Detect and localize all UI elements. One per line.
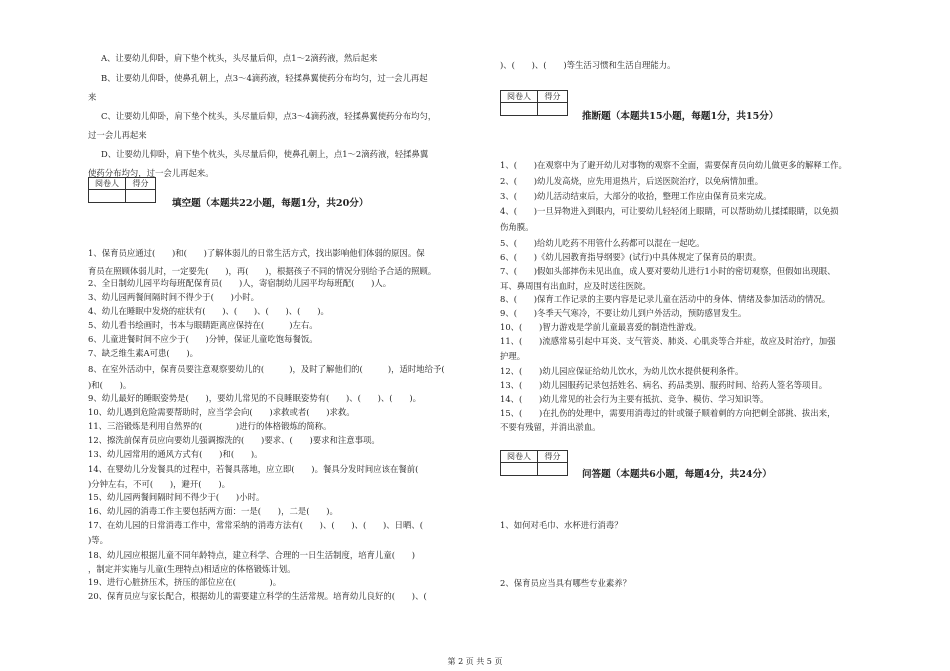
- fill-line: 育员在照顾体弱儿时，一定要先( )，再( )，根据孩子不同的情况分别给予合适的照顾。: [88, 266, 437, 276]
- judge-line: 8、( )保育工作记录的主要内容是记录儿童在活动中的身体、情绪及参加活动的情况。: [500, 294, 831, 304]
- score-box: [88, 177, 156, 203]
- fill-line: 18、幼儿园应根据儿童不同年龄特点，建立科学、合理的一日生活制度，培育儿童( ): [88, 550, 416, 560]
- score-box: [500, 450, 568, 476]
- fill-line: )等。: [88, 535, 109, 545]
- judge-line: 护理。: [500, 351, 526, 361]
- judge-line: 4、( )一旦异物进入到眼内，可让要幼儿轻轻闭上眼睛，可以帮助幼儿揉揉眼睛，以免损: [500, 206, 839, 216]
- judge-line: 不要有残留，并消出淤血。: [500, 422, 601, 432]
- score-label: 得分: [538, 451, 567, 463]
- judge-line: 3、( )幼儿活动结束后，大部分的收拾，整理工作应由保育员来完成。: [500, 191, 772, 201]
- option-c: C、让要幼儿仰卧，肩下垫个枕头，头尽量后仰，点3～4滴药液，轻揉鼻翼使药分布均匀，: [101, 111, 437, 121]
- fill-line: 6、儿童进餐时间不应少于( )分钟，保证儿童吃饱每餐饭。: [88, 334, 318, 344]
- fill-line: 10、幼儿遇到危险需要帮助时，应当学会向( )求救或者( )求救。: [88, 407, 355, 417]
- fill-line: 9、幼儿最好的睡眠姿势是( )，要幼儿常见的不良睡眠姿势有( )、( )、( )。: [88, 393, 421, 403]
- judge-line: 2、( )幼儿发高烧，应先用退热片，后送医院治疗，以免病情加重。: [500, 176, 764, 186]
- fill-line: 8、在室外活动中，保育员要注意观察要幼儿的( )，及时了解他们的( )，适时地给予(: [88, 364, 445, 374]
- fill-line: )和( )。: [88, 380, 132, 390]
- judge-line: 10、( )智力游戏是学前儿童最喜爱的制造性游戏。: [500, 322, 702, 332]
- score-label: 得分: [126, 178, 155, 190]
- judge-line: 5、( )给幼儿吃药不用管什么药都可以混在一起吃。: [500, 238, 705, 248]
- fill-line: 19、进行心脏挤压术，挤压的部位应在( )。: [88, 577, 282, 587]
- reviewer-label: 阅卷人: [501, 451, 538, 463]
- judge-line: 14、( )幼儿常见的社会行为主要有抵抗、竞争、模仿、学习知识等。: [500, 394, 769, 404]
- judge-line: 1、( )在观察中为了避开幼儿对事物的观察不全面，需要保育员向幼儿做更多的解释工作。: [500, 160, 847, 170]
- fill-line: 12、擦洗前保育员应向要幼儿强调擦洗的( )要求、( )要求和注意事项。: [88, 435, 380, 445]
- option-a: A、让要幼儿仰卧，肩下垫个枕头，头尽量后仰，点1～2滴药液，然后起来: [101, 53, 378, 63]
- judge-line: 9、( )冬季天气寒冷，不要让幼儿到户外活动，预防感冒发生。: [500, 308, 747, 318]
- option-b: B、让要幼儿仰卧，使鼻孔朝上，点3～4滴药液，轻揉鼻翼使药分布均匀，过一会儿再起: [101, 73, 428, 83]
- judge-line: 伤角膜。: [500, 222, 534, 232]
- judge-line: 12、( )幼儿园应保证给幼儿饮水，为幼儿饮水提供便利条件。: [500, 366, 744, 376]
- option-c-cont: 过一会儿再起来: [88, 130, 147, 140]
- fill-line: 1、保育员应通过( )和( )了解体弱儿的日常生活方式，找出影响他们体弱的原因。保: [88, 248, 425, 258]
- fill-line: 4、幼儿在睡眠中发烧的症状有( )、( )、( )、( )。: [88, 306, 329, 316]
- judge-line: 7、( )假如头部摔伤未见出血，成人要对要幼儿进行1小时的密切观察，但假如出现眼、: [500, 266, 836, 276]
- judge-line: 耳、鼻周围有出血时，应及时送往医院。: [500, 281, 651, 291]
- qa-question-2: 2、保育员应当具有哪些专业素养？: [500, 578, 631, 588]
- fill-line: 15、幼儿园两餐间隔时间不得少于( )小时。: [88, 492, 265, 502]
- fill-line: 2、全日制幼儿园平均每班配保育员( )人，寄宿制幼儿园平均每班配( )人。: [88, 278, 392, 288]
- judge-line: 6、( )《幼儿园教育指导纲要》(试行)中具体规定了保育员的职责。: [500, 252, 762, 262]
- fill-line: 3、幼儿园两餐间隔时间不得少于( )小时。: [88, 292, 259, 302]
- fill-line: 7、缺乏维生素A可患( )。: [88, 348, 199, 358]
- judge-line: 15、( )在扎伤的处理中，需要用消毒过的针或镊子顺着刺的方向把刺全部挑、拔出来，: [500, 408, 836, 418]
- fill-line: 16、幼儿园的消毒工作主要包括两方面：一是( )，二是( )。: [88, 506, 338, 516]
- option-d: D、让要幼儿仰卧，肩下垫个枕头，头尽量后仰，使鼻孔朝上，点1～2滴药液，轻揉鼻翼: [101, 149, 429, 159]
- reviewer-label: 阅卷人: [89, 178, 126, 190]
- fill-section-title: 填空题（本题共22小题，每题1分，共20分）: [172, 198, 369, 209]
- judge-section-title: 推断题（本题共15小题，每题1分，共15分）: [582, 111, 779, 122]
- qa-section-title: 问答题（本题共6小题，每题4分，共24分）: [582, 469, 772, 480]
- fill-line: 20、保育员应与家长配合，根据幼儿的需要建立科学的生活常规。培育幼儿良好的( )、(: [88, 591, 427, 601]
- reviewer-label: 阅卷人: [501, 91, 538, 103]
- judge-line: 13、( )幼儿园服药记录包括姓名、病名、药品类别、服药时间、给药人签名等项目。: [500, 380, 828, 390]
- page-footer: 第 2 页 共 5 页: [447, 657, 503, 666]
- fill-line: )分钟左右，不可( )，避开( )。: [88, 479, 230, 489]
- fill-line-cont: )、( )、( )等生活习惯和生活自理能力。: [500, 60, 676, 70]
- fill-line: 5、幼儿看书绘画时，书本与眼睛距离应保持在( )左右。: [88, 320, 318, 330]
- option-b-cont: 来: [88, 92, 97, 102]
- option-d-cont: 使药分布均匀，过一会儿再起来。: [88, 168, 214, 178]
- fill-line: 14、在婴幼儿分发餐具的过程中，若餐具落地，应立即( )。餐具分发时间应该在餐前(: [88, 464, 419, 474]
- judge-line: 11、( )流感常易引起中耳炎、支气管炎、肺炎、心肌炎等合并症，故应及时治疗，加强: [500, 336, 836, 346]
- qa-question-1: 1、如何对毛巾、水杯进行消毒？: [500, 520, 623, 530]
- score-box: [500, 90, 568, 116]
- fill-line: 17、在幼儿园的日常消毒工作中，常常采纳的消毒方法有( )、( )、( )、日晒、(: [88, 520, 440, 530]
- fill-line: 11、三浴锻炼是利用自然界的( )进行的体格锻炼的简称。: [88, 421, 332, 431]
- fill-line: ，制定并实施与儿童(生理特点)相适应的体格锻炼计划。: [88, 564, 296, 574]
- score-label: 得分: [538, 91, 567, 103]
- fill-line: 13、幼儿园常用的通风方式有( )和( )。: [88, 449, 263, 459]
